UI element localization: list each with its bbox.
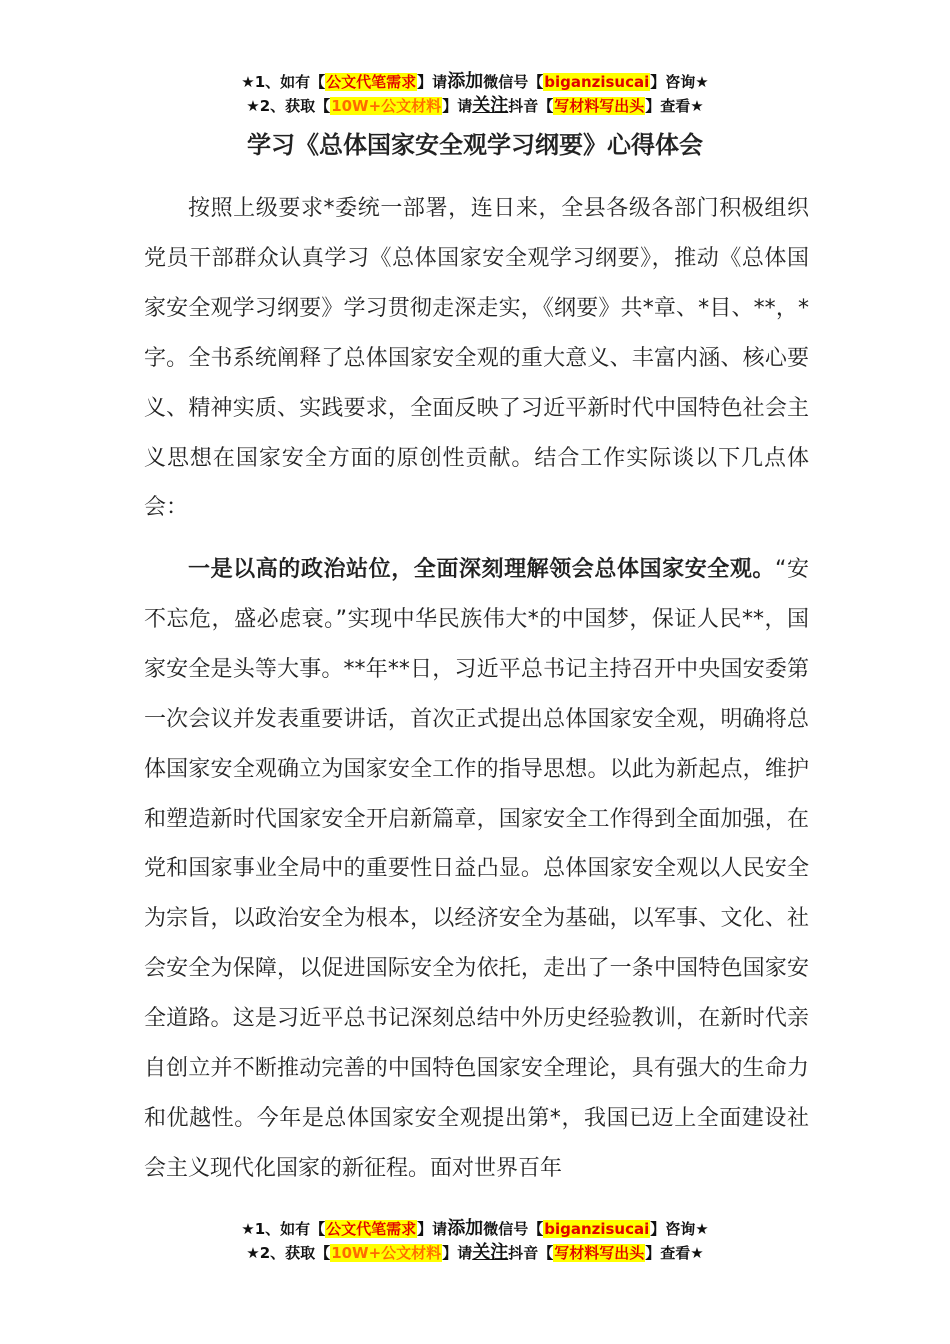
promo-line-2-mid2: 抖音【: [508, 97, 554, 115]
promo-line-1-wechat-id: biganzisucai: [544, 1220, 650, 1238]
document-title: 学习《总体国家安全观学习纲要》心得体会: [247, 131, 703, 159]
promo-line-2-footer: [0, 1241, 950, 1265]
promo-line-2-douyin-id: 写材料写出头: [554, 1244, 645, 1262]
promo-line-2: [0, 94, 950, 118]
promo-line-1-mid2: 微信号【: [483, 1220, 544, 1238]
promo-line-1-prefix: ★1、如有【: [241, 1220, 326, 1238]
promo-line-2-highlight-materials: 10W+公文材料: [331, 1244, 442, 1262]
promo-line-2-mid2: 抖音【: [508, 1244, 554, 1262]
promo-line-1-emphasis: 添加: [447, 1218, 484, 1239]
paragraph-point-one-lead: 一是以高的政治站位，全面深刻理解领会总体国家安全观。: [188, 557, 776, 582]
promo-line-2-suffix: 】查看★: [645, 1244, 704, 1262]
paragraph-point-one-body: “安不忘危，盛必虑衰。”实现中华民族伟大*的中国梦，保证人民**，国家安全是头等大事。**年**日，习近平总书记主持召开中央国安委第一次会议并发表重要讲话，首次正式提出总体国家安全观，明确将总体国家安全观确立为国家安全工作的指导思想。以此为新起点，维护和塑造新时代国家安全开启新篇章，国家安全工作得到全面加强，在党和国家事业全局中的重要性日益凸显。总体国家安全观以人民安全为宗旨，以政治安全为根本，以经济安全为基础，以军事、文化、社会安全为保障，以促进国际安全为依托，走出了一条中国特色国家安全道路。这是习近平总书记深刻总结中外历史经验教训，在新时代亲自创立并不断推动完善的中国特色国家安全理论，具有强大的生命力和优越性。今年是总体国家安全观提出第*，我国已迈上全面建设社会主义现代化国家的新征程。面对世界百年: [144, 557, 809, 1181]
top-promo-banner: [0, 70, 950, 118]
promo-line-2-douyin-id: 写材料写出头: [554, 97, 645, 115]
promo-line-2-prefix: ★2、获取【: [246, 97, 331, 115]
promo-line-1-prefix: ★1、如有【: [241, 73, 326, 91]
promo-line-2-mid: 】请: [442, 97, 473, 115]
promo-line-2-emphasis: 关注: [472, 1242, 509, 1263]
promo-line-2-suffix: 】查看★: [645, 97, 704, 115]
promo-line-1-mid2: 微信号【: [483, 73, 544, 91]
promo-line-1-highlight-service: 公文代笔需求: [326, 73, 417, 91]
promo-line-1-mid: 】请: [417, 73, 448, 91]
promo-line-1-highlight-service: 公文代笔需求: [326, 1220, 417, 1238]
promo-line-2-mid: 】请: [442, 1244, 473, 1262]
promo-line-1-wechat-id: biganzisucai: [544, 73, 650, 91]
promo-line-1-suffix: 】咨询★: [650, 73, 709, 91]
promo-line-1: [0, 70, 950, 94]
promo-line-2-prefix: ★2、获取【: [246, 1244, 331, 1262]
bottom-promo-banner: [0, 1217, 950, 1265]
promo-line-2-emphasis: 关注: [472, 95, 509, 116]
promo-line-1-mid: 】请: [417, 1220, 448, 1238]
paragraph-point-one: [144, 545, 809, 1194]
promo-line-1-footer: [0, 1217, 950, 1241]
promo-line-2-highlight-materials: 10W+公文材料: [331, 97, 442, 115]
paragraph-intro: 按照上级要求*委统一部署，连日来，全县各级各部门积极组织党员干部群众认真学习《总体国家安全观学习纲要》，推动《总体国家安全观学习纲要》学习贯彻走深走实，《纲要》共*章、*目、**，*字。全书系统阐释了总体国家安全观的重大意义、丰富内涵、核心要义、精神实质、实践要求，全面反映了习近平新时代中国特色社会主义思想在国家安全方面的原创性贡献。结合工作实际谈以下几点体会：: [144, 196, 809, 521]
promo-line-1-emphasis: 添加: [447, 71, 484, 92]
promo-line-1-suffix: 】咨询★: [650, 1220, 709, 1238]
